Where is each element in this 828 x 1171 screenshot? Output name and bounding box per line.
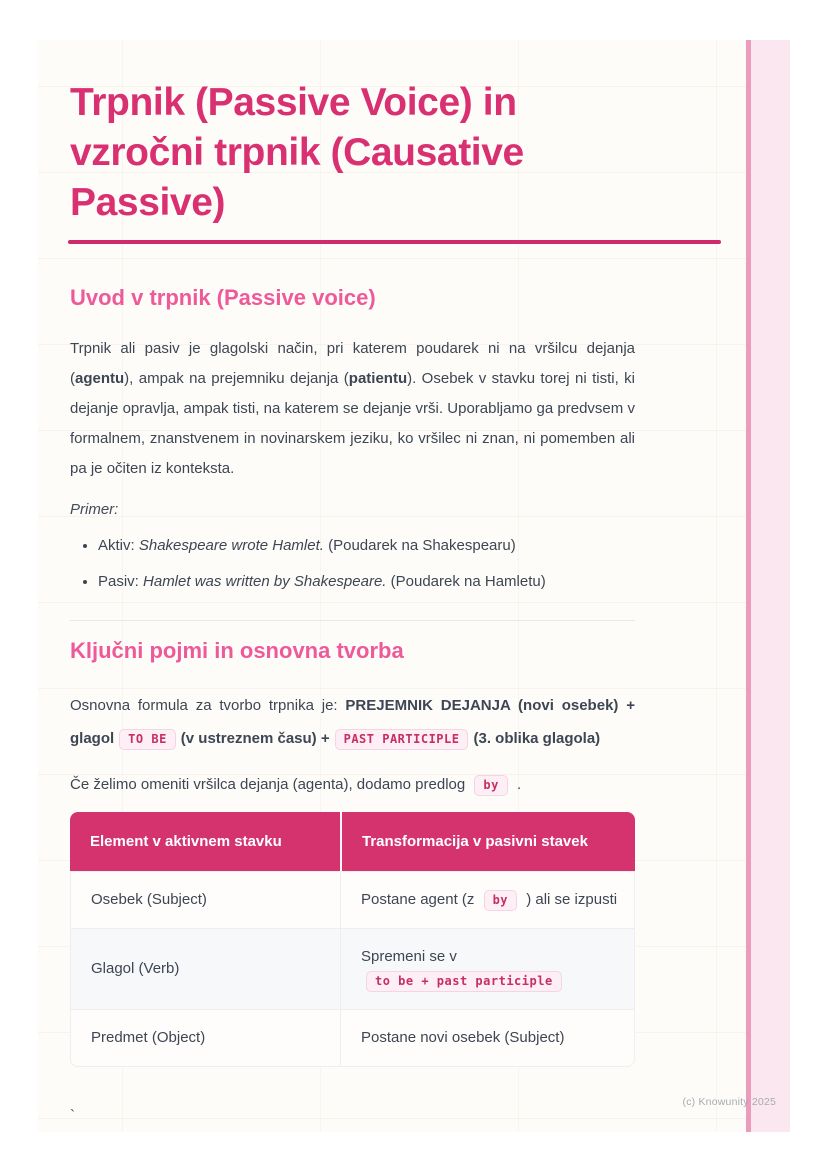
section-divider [70,620,635,621]
page-title-line: Trpnik (Passive Voice) in [70,81,517,124]
section-heading-uvod: Uvod v trpnik (Passive voice) [70,285,376,310]
uvod-paragraph: Trpnik ali pasiv je glagolski način, pri katerem poudarek ni na vršilcu dejanja (agentu), ampak na prejemniku dejanja (patientu). Osebek v stavku torej ni tisti, ki dejanje opravlja, ampak tisti, na katerem se dejanje vrši. Uporabljamo ga predvsem v formalnem, znanstvenem in novinarskem jeziku, ko vršilec ni znan, ni pomemben ali pa je očiten iz konteksta. [70,340,635,477]
stray-backtick: ` [70,1107,75,1124]
example-label: Primer: [70,501,119,518]
table-cell: Osebek (Subject) [70,871,340,928]
code-token: to be + past participle [366,971,562,992]
table-cell: Predmet (Object) [70,1009,340,1067]
code-token: by [484,890,517,911]
table-header-transformacija: Transformacija v pasivni stavek [340,812,635,871]
list-item-pasiv: • Pasiv: Hamlet was written by Shakespeare. (Poudarek na Hamletu) [98,570,635,594]
table-row [70,871,635,928]
code-token: TO BE [119,729,176,750]
page-title-line: vzročni trpnik (Causative [70,131,524,174]
agent-note-paragraph: Če želimo omeniti vršilca dejanja (agenta), dodamo predlog by . [70,770,635,800]
page-content [70,40,635,1124]
formula-paragraph: Osnovna formula za tvorbo trpnika je: PREJEMNIK DEJANJA (novi osebek) + glagol TO BE (v ustreznem času) + PAST PARTICIPLE (3. oblika glagola) [70,689,635,756]
page-title-line: Passive) [70,181,226,224]
copyright-credit: (c) Knowunity 2025 [682,1096,776,1108]
section-heading-kljucni: Ključni pojmi in osnovna tvorba [70,638,404,663]
table-header [70,812,635,871]
document-page [38,40,790,1132]
table-row [70,1009,635,1067]
table-header-element: Element v aktivnem stavku [70,812,340,871]
list-item-aktiv: • Aktiv: Shakespeare wrote Hamlet. (Poudarek na Shakespearu) [98,534,635,558]
title-divider [68,240,721,244]
table-cell: Spremeni se v to be + past participle [340,928,635,1009]
table-row [70,928,635,1009]
table-cell: Postane novi osebek (Subject) [340,1009,635,1067]
table-cell: Glagol (Verb) [70,928,340,1009]
code-token: PAST PARTICIPLE [335,729,469,750]
code-token: by [474,775,507,796]
transformation-table [70,812,635,1067]
example-list [70,534,635,594]
table-cell: Postane agent (z by ) ali se izpusti [340,871,635,928]
page-title [70,78,635,228]
binding-stripe [746,40,790,1132]
